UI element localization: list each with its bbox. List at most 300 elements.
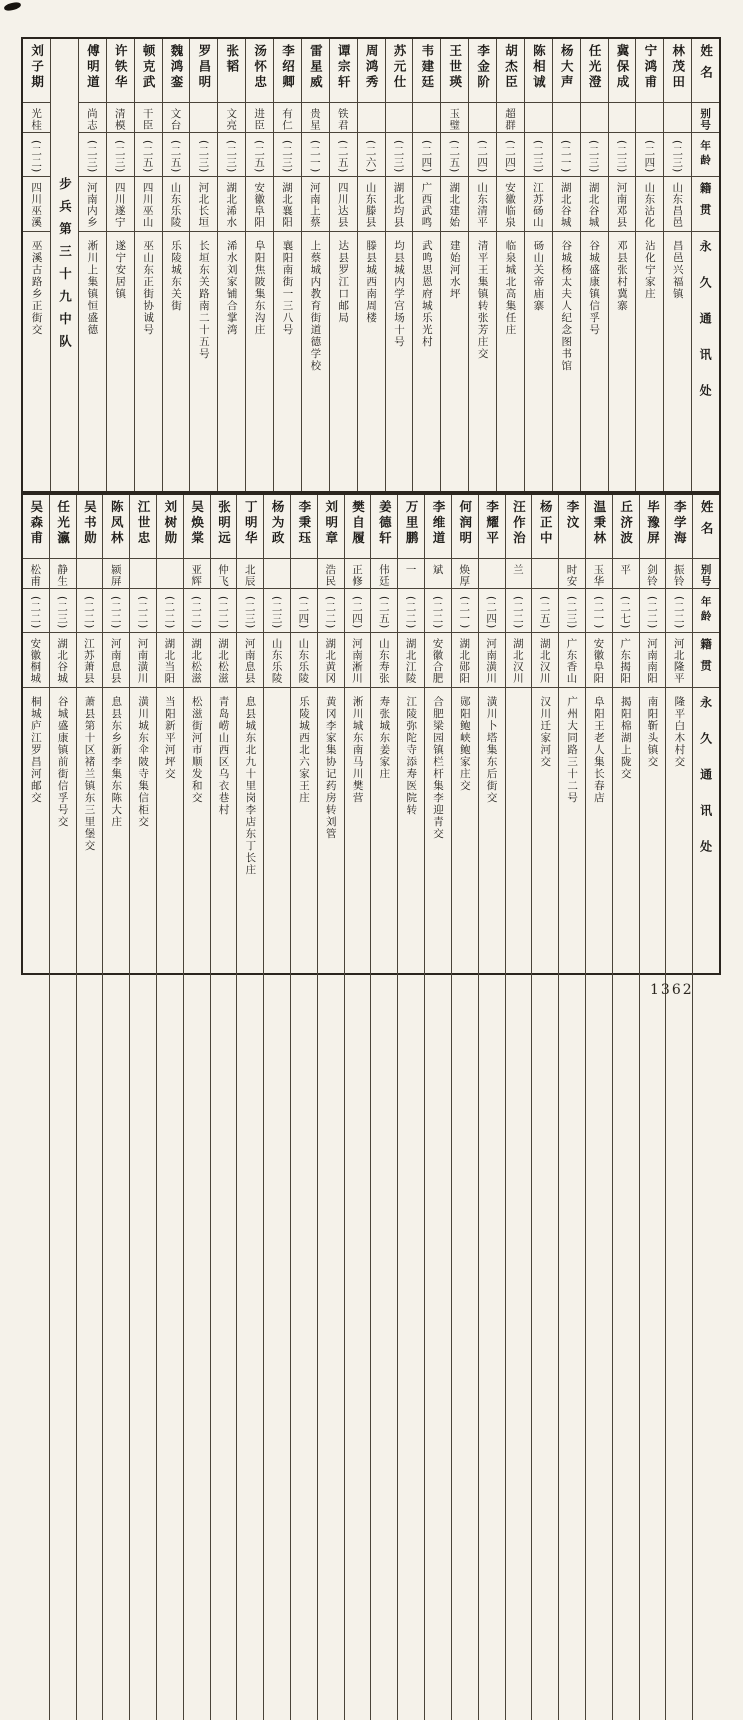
address-cell: [23, 688, 49, 1720]
native-place-cell: [398, 633, 424, 688]
person-alias: 贵星: [308, 108, 321, 131]
entry-column: [301, 39, 329, 491]
name-cell: [246, 39, 273, 103]
native-place-cell: [640, 633, 666, 688]
entry-column: [639, 495, 666, 1720]
person-name: 周鸿秀: [364, 44, 380, 91]
alias-cell: [50, 559, 76, 589]
person-alias: 尚志: [85, 108, 98, 131]
person-age: (二三): [197, 140, 210, 174]
person-name: 姜德轩: [377, 500, 393, 547]
address-cell: [386, 232, 413, 491]
person-address: 临泉城北高集任庄: [504, 240, 517, 336]
alias-cell: [330, 103, 357, 133]
person-address: 沾化宁家庄: [643, 240, 656, 300]
alias-cell: [664, 103, 691, 133]
address-cell: [358, 232, 385, 491]
name-cell: [23, 495, 49, 559]
section-marker-column: [50, 39, 78, 491]
person-native-place: 山东昌邑: [671, 182, 684, 228]
person-age: (二三): [671, 140, 684, 174]
person-address: 长垣东关路南二十五号: [197, 240, 210, 360]
address-cell: [636, 232, 663, 491]
header-alias-label: 别号: [699, 564, 712, 587]
entry-column: [468, 39, 496, 491]
name-cell: [190, 39, 217, 103]
age-cell: [330, 133, 357, 177]
person-address: 潢川城东伞陂寺集信柜交: [137, 696, 150, 828]
address-cell: [291, 688, 317, 1720]
alias-cell: [553, 103, 580, 133]
native-place-cell: [586, 633, 612, 688]
address-cell: [413, 232, 440, 491]
person-age: (二五): [253, 140, 266, 174]
alias-cell: [103, 559, 129, 589]
alias-cell: [559, 559, 585, 589]
address-cell: [330, 232, 357, 491]
address-cell: [103, 688, 129, 1720]
person-name: 吴书勋: [82, 500, 98, 547]
age-cell: [211, 589, 237, 633]
name-cell: [218, 39, 245, 103]
entry-column: [162, 39, 190, 491]
person-native-place: 四川遂宁: [113, 182, 126, 228]
address-cell: [425, 688, 451, 1720]
address-cell: [553, 232, 580, 491]
person-native-place: 河南潢川: [136, 638, 149, 684]
native-place-cell: [553, 177, 580, 232]
name-cell: [184, 495, 210, 559]
name-cell: [640, 495, 666, 559]
age-cell: [274, 133, 301, 177]
person-native-place: 湖北均县: [392, 182, 405, 228]
native-place-cell: [218, 177, 245, 232]
person-name: 刘明章: [323, 500, 339, 547]
address-cell: [479, 688, 505, 1720]
person-alias: 焕厚: [458, 564, 471, 587]
person-native-place: 安徽临泉: [503, 182, 516, 228]
person-age: (二二): [190, 596, 203, 630]
person-age: (二一): [559, 140, 572, 174]
address-cell: [79, 232, 106, 491]
person-address: 淅川上集镇恒盛德: [86, 240, 99, 336]
address-cell: [609, 232, 636, 491]
address-cell: [613, 688, 639, 1720]
header-name-cell: [692, 39, 719, 103]
person-age: (二三): [280, 140, 293, 174]
native-place-cell: [581, 177, 608, 232]
entry-column: [385, 39, 413, 491]
address-cell: [666, 688, 692, 1720]
name-cell: [581, 39, 608, 103]
person-address: 桐城庐江罗昌河邮交: [29, 696, 42, 804]
person-alias: 玉华: [592, 564, 605, 587]
address-cell: [135, 232, 162, 491]
native-place-cell: [77, 633, 103, 688]
entry-column: [531, 495, 558, 1720]
entry-column: [580, 39, 608, 491]
header-age-cell: [692, 133, 719, 177]
person-name: 李维道: [430, 500, 446, 547]
person-address: 广州大同路三十二号: [566, 696, 579, 804]
person-age: (二三): [587, 140, 600, 174]
age-cell: [666, 589, 692, 633]
name-cell: [135, 39, 162, 103]
person-alias: 兰: [511, 564, 524, 576]
age-cell: [609, 133, 636, 177]
person-alias: 伟廷: [377, 564, 390, 587]
person-address: 巫溪古路乡正街交: [30, 240, 43, 336]
address-cell: [157, 688, 183, 1720]
alias-cell: [636, 103, 663, 133]
person-address: 清平王集镇转张芳庄交: [476, 240, 489, 360]
person-alias: 正修: [351, 564, 364, 587]
person-alias: 剑铃: [645, 564, 658, 587]
entry-column: [665, 495, 692, 1720]
alias-cell: [640, 559, 666, 589]
person-name: 胡杰臣: [503, 44, 519, 91]
roster-table-bottom: [23, 493, 719, 1720]
address-cell: [640, 688, 666, 1720]
person-alias: 玉璧: [448, 108, 461, 131]
person-native-place: 河南内乡: [85, 182, 98, 228]
alias-cell: [163, 103, 190, 133]
name-cell: [107, 39, 134, 103]
person-age: (二二): [324, 596, 337, 630]
address-cell: [130, 688, 156, 1720]
person-age: (二二): [136, 596, 149, 630]
native-place-cell: [50, 633, 76, 688]
person-name: 温秉林: [591, 500, 607, 547]
person-age: (二二): [672, 596, 685, 630]
person-native-place: 湖北浠水: [225, 182, 238, 228]
alias-cell: [586, 559, 612, 589]
person-age: (二四): [643, 140, 656, 174]
native-place-cell: [302, 177, 329, 232]
age-cell: [345, 589, 371, 633]
person-age: (二二): [163, 596, 176, 630]
name-cell: [318, 495, 344, 559]
age-cell: [77, 589, 103, 633]
entry-column: [370, 495, 397, 1720]
person-native-place: 湖北汉川: [511, 638, 524, 684]
address-cell: [398, 688, 424, 1720]
person-alias: 浩民: [324, 564, 337, 587]
alias-cell: [532, 559, 558, 589]
native-place-cell: [135, 177, 162, 232]
alias-cell: [613, 559, 639, 589]
native-place-cell: [264, 633, 290, 688]
native-place-cell: [664, 177, 691, 232]
person-native-place: 安徽桐城: [29, 638, 42, 684]
person-name: 雷星威: [308, 44, 324, 91]
age-cell: [291, 589, 317, 633]
native-place-cell: [666, 633, 692, 688]
person-native-place: 河南南阳: [645, 638, 658, 684]
person-native-place: 安徽合肥: [431, 638, 444, 684]
person-name: 陈凤林: [109, 500, 125, 547]
person-address: 淅川城东南马川樊营: [351, 696, 364, 804]
person-address: 武鸣思恩府城乐光村: [420, 240, 433, 348]
native-place-cell: [345, 633, 371, 688]
person-address: 谷城盛康镇前街信孚号交: [56, 696, 69, 828]
person-age: (二五): [448, 140, 461, 174]
entry-column: [217, 39, 245, 491]
person-address: 阜阳王老人集长春店: [592, 696, 605, 804]
person-address: 上蔡城内教育街道德学校: [309, 240, 322, 372]
age-cell: [398, 589, 424, 633]
person-age: (二三): [531, 140, 544, 174]
age-cell: [640, 589, 666, 633]
age-cell: [413, 133, 440, 177]
person-alias: 静生: [56, 564, 69, 587]
alias-cell: [135, 103, 162, 133]
alias-cell: [425, 559, 451, 589]
address-cell: [274, 232, 301, 491]
alias-cell: [581, 103, 608, 133]
person-native-place: 河南息县: [109, 638, 122, 684]
person-address: 寿张城东姜家庄: [378, 696, 391, 780]
person-age: (二四): [476, 140, 489, 174]
native-place-cell: [184, 633, 210, 688]
person-age: (二三): [113, 140, 126, 174]
name-cell: [50, 495, 76, 559]
native-place-cell: [163, 177, 190, 232]
name-cell: [130, 495, 156, 559]
person-native-place: 山东寿张: [377, 638, 390, 684]
person-address: 襄阳南街一三八号: [281, 240, 294, 336]
person-native-place: 湖北谷城: [559, 182, 572, 228]
age-cell: [525, 133, 552, 177]
name-cell: [274, 39, 301, 103]
person-age: (二四): [297, 596, 310, 630]
address-cell: [190, 232, 217, 491]
alias-cell: [398, 559, 424, 589]
native-place-cell: [318, 633, 344, 688]
alias-cell: [386, 103, 413, 133]
person-name: 韦建廷: [419, 44, 435, 91]
person-address: 息县东乡新李集东陈大庄: [110, 696, 123, 828]
person-native-place: 湖北江陵: [404, 638, 417, 684]
native-place-cell: [413, 177, 440, 232]
person-address: 揭阳棉湖上陇交: [619, 696, 632, 780]
alias-cell: [525, 103, 552, 133]
person-native-place: 河北隆平: [672, 638, 685, 684]
name-cell: [237, 495, 263, 559]
person-native-place: 江苏萧县: [82, 638, 95, 684]
person-alias: 振铃: [672, 564, 685, 587]
person-address: 汉川迁家河交: [539, 696, 552, 768]
person-age: (二一): [308, 140, 321, 174]
person-address: 黄冈李家集协记药房转刘管: [324, 696, 337, 840]
person-name: 李秉珏: [296, 500, 312, 547]
age-cell: [581, 133, 608, 177]
entry-column: [505, 495, 532, 1720]
native-place-cell: [130, 633, 156, 688]
native-place-cell: [452, 633, 478, 688]
person-native-place: 河南淅川: [351, 638, 364, 684]
age-cell: [318, 589, 344, 633]
address-cell: [163, 232, 190, 491]
name-cell: [452, 495, 478, 559]
person-alias: 进臣: [253, 108, 266, 131]
address-cell: [218, 232, 245, 491]
page-number: 1362: [650, 982, 694, 998]
entry-column: [357, 39, 385, 491]
age-cell: [135, 133, 162, 177]
entry-column: [23, 39, 50, 491]
entry-column: [236, 495, 263, 1720]
page-frame: [21, 37, 721, 975]
alias-cell: [237, 559, 263, 589]
alias-cell: [264, 559, 290, 589]
alias-cell: [157, 559, 183, 589]
person-address: 南阳靳头镇交: [646, 696, 659, 768]
name-cell: [525, 39, 552, 103]
header-address-cell: [692, 232, 719, 491]
person-address: 江陵弥陀寺添寿医院转: [405, 696, 418, 816]
age-cell: [246, 133, 273, 177]
person-age: (二二): [29, 596, 42, 630]
entry-column: [129, 495, 156, 1720]
person-alias: 文台: [169, 108, 182, 131]
alias-cell: [130, 559, 156, 589]
person-age: (二五): [336, 140, 349, 174]
address-cell: [264, 688, 290, 1720]
address-cell: [441, 232, 468, 491]
person-name: 汤怀忠: [252, 44, 268, 91]
person-age: (二二): [511, 596, 524, 630]
person-name: 李绍卿: [280, 44, 296, 91]
person-alias: 仲飞: [216, 564, 229, 587]
person-name: 许铁华: [113, 44, 129, 91]
roster-table-top: [23, 39, 719, 493]
header-alias-label: 别号: [699, 108, 712, 131]
person-age: (二七): [619, 596, 632, 630]
person-name: 樊自履: [350, 500, 366, 547]
person-address: 乐陵城东关街: [169, 240, 182, 312]
address-cell: [184, 688, 210, 1720]
alias-cell: [441, 103, 468, 133]
entry-column: [344, 495, 371, 1720]
person-name: 杨正中: [538, 500, 554, 547]
name-cell: [291, 495, 317, 559]
person-address: 昌邑兴福镇: [671, 240, 684, 300]
name-cell: [497, 39, 524, 103]
name-cell: [163, 39, 190, 103]
name-cell: [586, 495, 612, 559]
alias-cell: [79, 103, 106, 133]
alias-cell: [190, 103, 217, 133]
person-name: 丁明华: [243, 500, 259, 547]
entry-column: [635, 39, 663, 491]
name-cell: [103, 495, 129, 559]
name-cell: [358, 39, 385, 103]
header-name-cell: [693, 495, 719, 559]
person-name: 罗昌明: [196, 44, 212, 91]
person-name: 毕豫屏: [645, 500, 661, 547]
person-name: 江世忠: [136, 500, 152, 547]
entry-column: [478, 495, 505, 1720]
alias-cell: [246, 103, 273, 133]
person-age: (二三): [270, 596, 283, 630]
age-cell: [184, 589, 210, 633]
person-address: 遂宁安居镇: [114, 240, 127, 300]
person-name: 宁鸿甫: [642, 44, 658, 91]
person-age: (二二): [82, 596, 95, 630]
person-address: 浠水刘家铺合掌湾: [225, 240, 238, 336]
person-native-place: 江苏砀山: [531, 182, 544, 228]
entry-column: [329, 39, 357, 491]
alias-cell: [666, 559, 692, 589]
address-cell: [211, 688, 237, 1720]
person-address: 隆平白木村交: [673, 696, 686, 768]
person-age: (二三): [225, 140, 238, 174]
person-age: (二五): [169, 140, 182, 174]
person-name: 杨为政: [270, 500, 286, 547]
entry-column: [585, 495, 612, 1720]
name-cell: [302, 39, 329, 103]
name-cell: [79, 39, 106, 103]
alias-cell: [371, 559, 397, 589]
name-cell: [413, 39, 440, 103]
person-name: 李汶: [565, 500, 581, 531]
person-native-place: 四川巫山: [141, 182, 154, 228]
alias-cell: [23, 559, 49, 589]
entry-column: [424, 495, 451, 1720]
person-name: 傅明道: [85, 44, 101, 91]
age-cell: [23, 589, 49, 633]
person-address: 青岛崂山西区乌衣巷村: [217, 696, 230, 816]
address-cell: [345, 688, 371, 1720]
person-name: 张明远: [216, 500, 232, 547]
native-place-cell: [371, 633, 397, 688]
address-cell: [559, 688, 585, 1720]
person-name: 张韬: [224, 44, 240, 75]
alias-cell: [302, 103, 329, 133]
native-place-cell: [469, 177, 496, 232]
person-name: 吴焕棠: [189, 500, 205, 547]
header-age-label: 年龄: [699, 596, 712, 625]
entry-column: [102, 495, 129, 1720]
person-native-place: 河北长垣: [197, 182, 210, 228]
person-alias: 松甫: [29, 564, 42, 587]
alias-cell: [184, 559, 210, 589]
person-native-place: 湖北郧阳: [458, 638, 471, 684]
native-place-cell: [23, 177, 50, 232]
person-alias: 平: [619, 564, 632, 576]
age-cell: [103, 589, 129, 633]
person-name: 林茂田: [670, 44, 686, 91]
person-age: (二三): [85, 140, 98, 174]
name-cell: [264, 495, 290, 559]
entry-column: [317, 495, 344, 1720]
alias-cell: [77, 559, 103, 589]
person-name: 李耀平: [484, 500, 500, 547]
alias-cell: [211, 559, 237, 589]
name-cell: [157, 495, 183, 559]
person-native-place: 河南息县: [243, 638, 256, 684]
person-native-place: 湖北建始: [448, 182, 461, 228]
age-cell: [386, 133, 413, 177]
person-name: 吴森甫: [28, 500, 44, 547]
entry-column: [134, 39, 162, 491]
entry-column: [106, 39, 134, 491]
native-place-cell: [559, 633, 585, 688]
native-place-cell: [330, 177, 357, 232]
person-age: (二三): [392, 140, 405, 174]
address-cell: [237, 688, 263, 1720]
